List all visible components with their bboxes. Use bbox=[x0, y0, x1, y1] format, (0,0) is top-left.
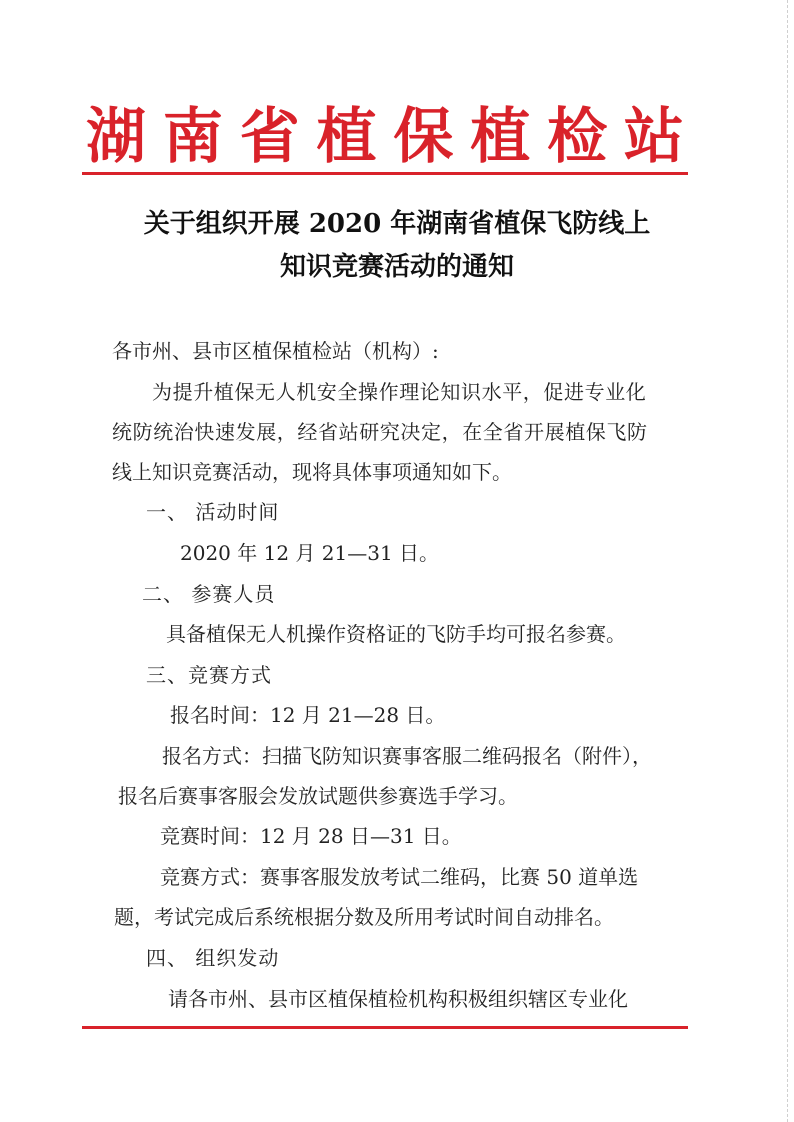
masthead-char: 检 bbox=[547, 102, 610, 172]
masthead-char: 植 bbox=[316, 102, 379, 172]
contest-method-line: 竞赛方式：赛事客服发放考试二维码，比赛 50 道单选 bbox=[160, 865, 639, 889]
signup-method-line: 报名后赛事客服会发放试题供参赛选手学习。 bbox=[118, 784, 518, 808]
section-heading-3: 三、竞赛方式 bbox=[146, 663, 272, 687]
masthead-char: 站 bbox=[623, 102, 686, 172]
scan-edge-line bbox=[783, 0, 788, 1122]
red-divider-bottom bbox=[82, 1026, 688, 1029]
masthead bbox=[86, 92, 686, 172]
contest-method-line: 题，考试完成后系统根据分数及所用考试时间自动排名。 bbox=[114, 905, 614, 929]
document-title-line-1: 关于组织开展 2020 年湖南省植保飞防线上 bbox=[143, 209, 651, 239]
signup-time: 报名时间：12 月 21—28 日。 bbox=[170, 703, 446, 727]
contest-time: 竞赛时间：12 月 28 日—31 日。 bbox=[160, 824, 462, 848]
intro-paragraph-line: 线上知识竞赛活动，现将具体事项通知如下。 bbox=[112, 460, 512, 484]
section-text-1: 2020 年 12 月 21—31 日。 bbox=[180, 541, 440, 565]
masthead-char: 省 bbox=[239, 102, 302, 172]
document-title-line-2: 知识竞赛活动的通知 bbox=[279, 252, 514, 282]
section-heading-4: 四、 组织发动 bbox=[146, 946, 280, 970]
signup-method-line: 报名方式：扫描飞防知识赛事客服二维码报名（附件）， bbox=[162, 744, 652, 768]
section-text-4: 请各市州、县市区植保植检机构积极组织辖区专业化 bbox=[168, 987, 628, 1011]
masthead-char: 南 bbox=[162, 102, 225, 172]
masthead-char: 植 bbox=[470, 102, 533, 172]
section-text-2: 具备植保无人机操作资格证的飞防手均可报名参赛。 bbox=[166, 622, 626, 646]
salutation: 各市州、县市区植保植检站（机构）: bbox=[112, 339, 439, 363]
red-divider-top bbox=[82, 172, 688, 175]
intro-paragraph-line: 为提升植保无人机安全操作理论知识水平，促进专业化 bbox=[152, 380, 647, 404]
masthead-char: 保 bbox=[393, 102, 456, 172]
masthead-char: 湖 bbox=[86, 102, 148, 172]
section-heading-1: 一、 活动时间 bbox=[146, 500, 280, 524]
intro-paragraph-line: 统防统治快速发展，经省站研究决定，在全省开展植保飞防 bbox=[112, 420, 648, 444]
section-heading-2: 二、 参赛人员 bbox=[142, 582, 276, 606]
